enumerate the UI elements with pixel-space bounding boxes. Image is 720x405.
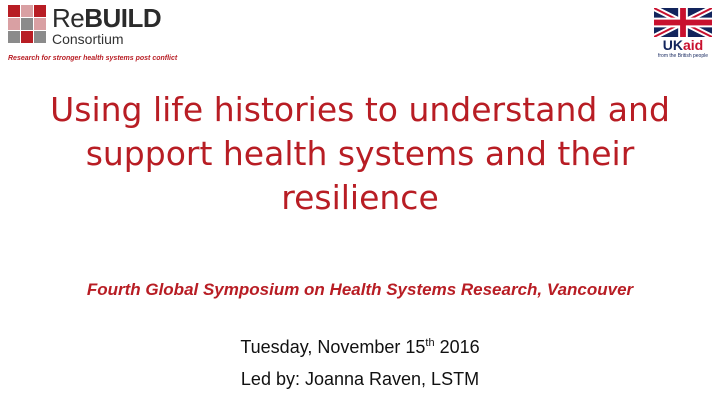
ukaid-aid: aid	[683, 37, 704, 53]
brand-consortium: Consortium	[52, 31, 124, 47]
date-year: 2016	[434, 337, 480, 357]
ukaid-uk: UK	[662, 37, 683, 53]
slide-date	[60, 337, 660, 358]
ukaid-label	[654, 38, 712, 52]
logo-squares-icon	[8, 5, 48, 45]
rebuild-logo	[8, 5, 208, 67]
led-by: Led by: Joanna Raven, LSTM	[240, 369, 480, 389]
brand-re: Re	[52, 3, 85, 33]
logo-tagline: Research for stronger health systems post conflict	[8, 55, 178, 62]
ukaid-subtitle: from the British people	[657, 53, 709, 59]
slide-subtitle: Fourth Global Symposium on Health Systems Research, Vancouver	[86, 280, 634, 299]
brand-name	[52, 3, 161, 33]
ukaid-logo	[654, 8, 712, 64]
union-jack-icon	[654, 8, 712, 37]
brand-build: BUILD	[84, 3, 162, 33]
date-prefix: Tuesday, November 15	[240, 337, 426, 357]
date-suffix-sup: th	[425, 337, 435, 349]
slide-title: Using life histories to understand and support health systems and their resilience	[50, 90, 670, 217]
